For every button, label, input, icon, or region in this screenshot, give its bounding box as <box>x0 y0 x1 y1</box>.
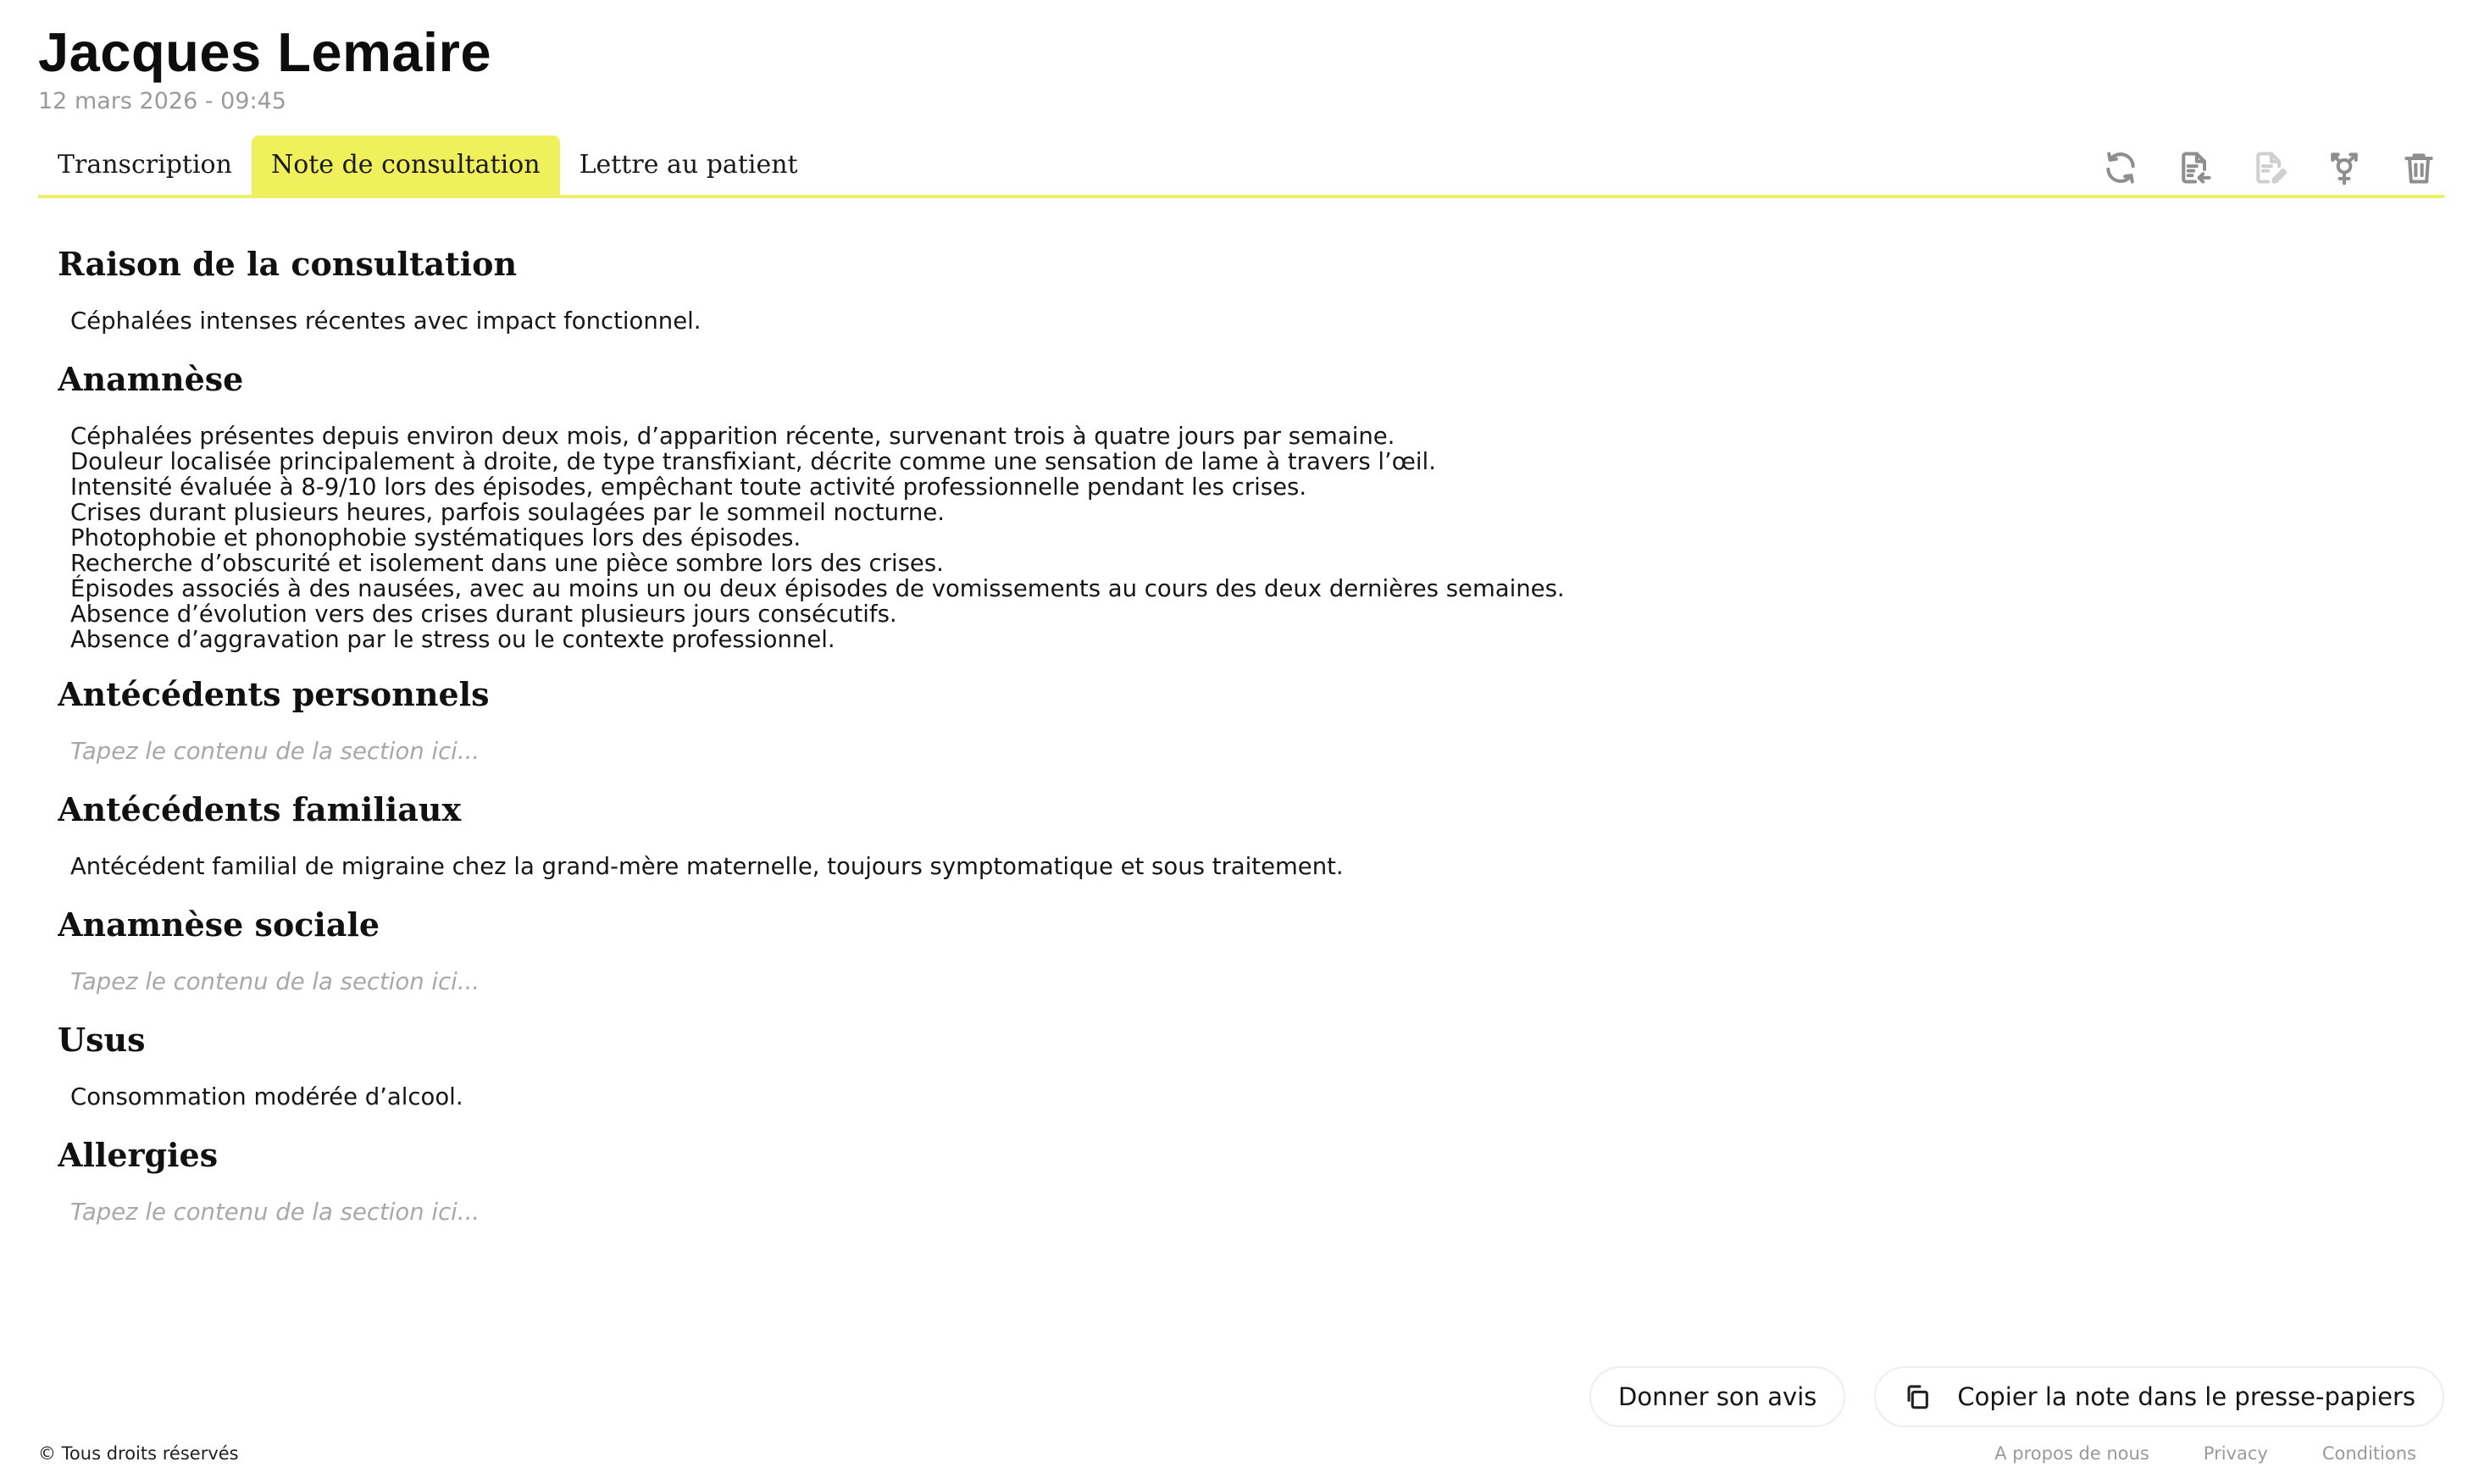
copy-note-button[interactable] <box>1874 1366 2444 1427</box>
trash-icon <box>2400 149 2437 186</box>
note-toolbar <box>2095 142 2444 193</box>
tabs <box>38 136 818 195</box>
footer-link-privacy[interactable]: Privacy <box>2203 1443 2268 1464</box>
import-document-button[interactable] <box>2170 142 2221 193</box>
section-title-raison: Raison de la consultation <box>58 245 518 283</box>
section-title-anamnese-sociale: Anamnèse sociale <box>58 905 380 944</box>
section-body-antecedents-personnels[interactable]: Tapez le contenu de la section ici... <box>70 738 480 765</box>
section-body-anamnese[interactable] <box>58 424 2430 652</box>
copyright: © Tous droits réservés <box>38 1443 239 1464</box>
section-body-raison[interactable] <box>58 308 2430 337</box>
section-line: Céphalées intenses récentes avec impact fonctionnel. <box>70 307 702 335</box>
gender-icon <box>2326 149 2363 186</box>
section-line: Antécédent familial de migraine chez la grand-mère maternelle, toujours symptomatique et sous traitement. <box>70 853 1344 880</box>
section-line: Douleur localisée principalement à droite, de type transfixiant, décrite comme une sensation de lame à travers l’œil. <box>70 448 1436 475</box>
copy-icon <box>1903 1382 1932 1411</box>
footer-link-about[interactable]: A propos de nous <box>1994 1443 2149 1464</box>
edit-document-button[interactable] <box>2244 142 2295 193</box>
section-line: Recherche d’obscurité et isolement dans une pièce sombre lors des crises. <box>70 550 944 577</box>
note-content <box>58 220 2430 1338</box>
footer <box>0 1431 2479 1484</box>
refresh-icon <box>2102 149 2139 186</box>
section-line: Consommation modérée d’alcool. <box>70 1083 463 1110</box>
section-line: Crises durant plusieurs heures, parfois soulagées par le sommeil nocturne. <box>70 499 945 526</box>
tab-bar <box>38 136 2444 198</box>
gender-button[interactable] <box>2319 142 2370 193</box>
tab-note-de-consultation[interactable]: Note de consultation <box>252 136 560 195</box>
section-line: Absence d’aggravation par le stress ou le contexte professionnel. <box>70 626 835 653</box>
regenerate-button[interactable] <box>2095 142 2146 193</box>
delete-button[interactable] <box>2393 142 2444 193</box>
note-actions <box>1589 1366 2444 1427</box>
section-body-anamnese-sociale[interactable]: Tapez le contenu de la section ici... <box>70 968 480 995</box>
file-import-icon <box>2177 149 2214 186</box>
feedback-button-label: Donner son avis <box>1618 1382 1817 1411</box>
file-edit-icon <box>2251 149 2288 186</box>
section-title-anamnese: Anamnèse <box>58 360 244 398</box>
tab-lettre-au-patient[interactable]: Lettre au patient <box>579 150 798 180</box>
section-title-usus: Usus <box>58 1021 146 1059</box>
section-body-antecedents-familiaux[interactable] <box>58 854 2430 883</box>
feedback-button[interactable] <box>1589 1366 1845 1427</box>
section-line: Absence d’évolution vers des crises durant plusieurs jours consécutifs. <box>70 601 897 628</box>
footer-links <box>1994 1443 2416 1464</box>
patient-name: Jacques Lemaire <box>38 21 492 83</box>
tab-transcription[interactable]: Transcription <box>58 150 232 180</box>
section-line: Céphalées présentes depuis environ deux mois, d’apparition récente, survenant trois à quatre jours par semaine. <box>70 423 1395 450</box>
section-body-allergies[interactable]: Tapez le contenu de la section ici... <box>70 1199 480 1226</box>
consultation-datetime: 12 mars 2026 - 09:45 <box>38 88 286 114</box>
footer-link-conditions[interactable]: Conditions <box>2321 1443 2416 1464</box>
section-body-usus[interactable] <box>58 1084 2430 1113</box>
section-title-allergies: Allergies <box>58 1136 219 1174</box>
copy-note-button-label: Copier la note dans le presse-papiers <box>1957 1382 2415 1411</box>
section-line: Épisodes associés à des nausées, avec au moins un ou deux épisodes de vomissements au cours des deux dernières semaines. <box>70 575 1565 602</box>
section-line: Intensité évaluée à 8-9/10 lors des épisodes, empêchant toute activité professionnelle pendant les crises. <box>70 473 1307 501</box>
section-title-antecedents-familiaux: Antécédents familiaux <box>58 790 462 828</box>
section-title-antecedents-personnels: Antécédents personnels <box>58 675 490 713</box>
note-header <box>38 20 491 117</box>
content-fade <box>0 1287 2479 1338</box>
section-line: Photophobie et phonophobie systématiques lors des épisodes. <box>70 524 801 551</box>
